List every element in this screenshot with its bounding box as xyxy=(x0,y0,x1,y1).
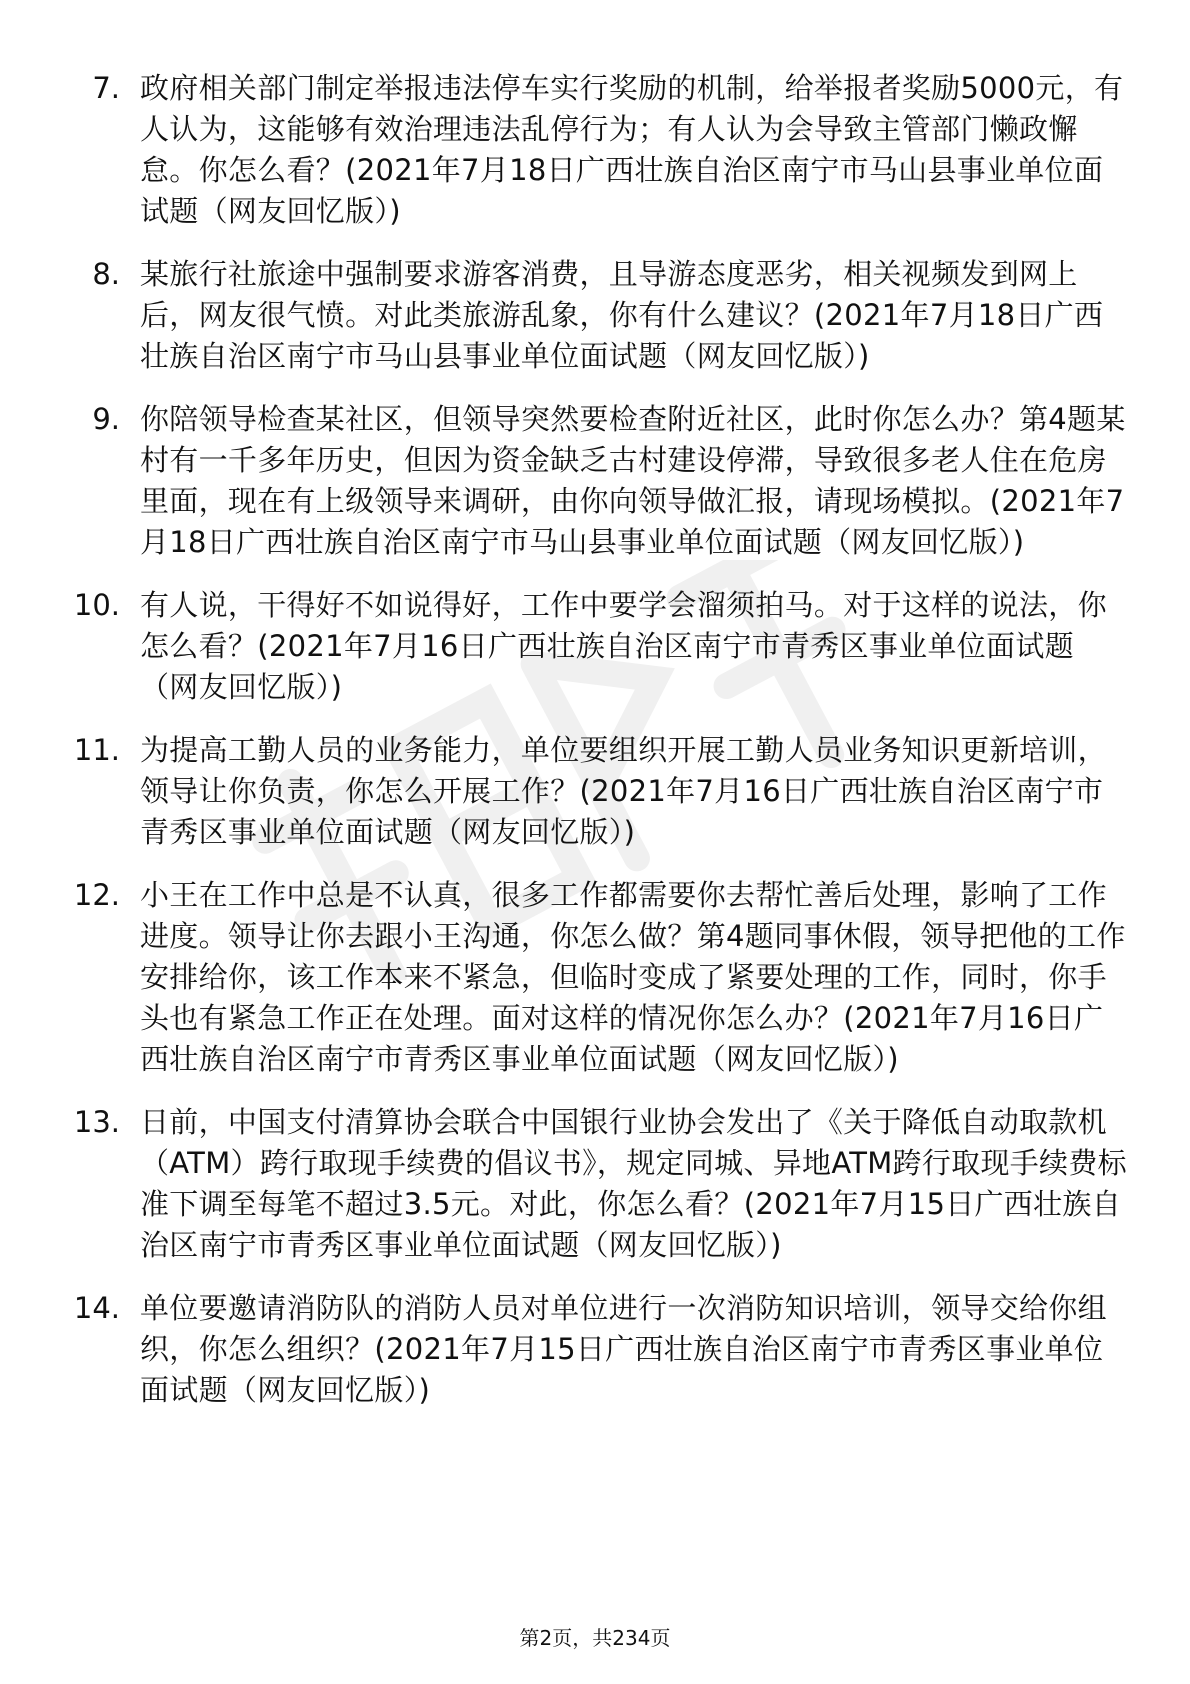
question-item xyxy=(70,254,1130,377)
question-number: 12. xyxy=(73,878,120,912)
question-item xyxy=(70,68,1130,232)
question-number: 9. xyxy=(92,402,120,436)
question-text: 为提高工勤人员的业务能力，单位要组织开展工勤人员业务知识更新培训，领导让你负责，你怎么开展工作？(2021年7月16日广西壮族自治区南宁市青秀区事业单位面试题（网友回忆版）) xyxy=(140,733,1107,849)
question-number: 8. xyxy=(92,257,120,291)
question-item xyxy=(70,399,1130,563)
question-text: 某旅行社旅途中强制要求游客消费，且导游态度恶劣，相关视频发到网上后，网友很气愤。对此类旅游乱象，你有什么建议？(2021年7月18日广西壮族自治区南宁市马山县事业单位面试题（网友回忆版）) xyxy=(140,257,1104,373)
question-text: 日前，中国支付清算协会联合中国银行业协会发出了《关于降低自动取款机（ATM）跨行取现手续费的倡议书》，规定同城、异地ATM跨行取现手续费标准下调至每笔不超过3.5元。对此，你怎么看？(2021年7月15日广西壮族自治区南宁市青秀区事业单位面试题（网友回忆版）) xyxy=(140,1105,1127,1262)
question-list xyxy=(70,68,1130,1433)
question-item xyxy=(70,875,1130,1080)
question-item xyxy=(70,1288,1130,1411)
question-number: 11. xyxy=(73,733,120,767)
question-item xyxy=(70,730,1130,853)
question-text: 政府相关部门制定举报违法停车实行奖励的机制，给举报者奖励5000元，有人认为，这能够有效治理违法乱停行为；有人认为会导致主管部门懒政懈怠。你怎么看？(2021年7月18日广西壮族自治区南宁市马山县事业单位面试题（网友回忆版）) xyxy=(140,71,1124,228)
question-number: 10. xyxy=(73,588,120,622)
question-number: 14. xyxy=(73,1291,120,1325)
question-text: 有人说，干得好不如说得好，工作中要学会溜须拍马。对于这样的说法，你怎么看？(2021年7月16日广西壮族自治区南宁市青秀区事业单位面试题（网友回忆版）) xyxy=(140,588,1107,704)
question-number: 7. xyxy=(92,71,120,105)
question-item xyxy=(70,585,1130,708)
page-footer: 第2页，共234页 xyxy=(519,1626,671,1650)
question-item xyxy=(70,1102,1130,1266)
question-text: 小王在工作中总是不认真，很多工作都需要你去帮忙善后处理，影响了工作进度。领导让你去跟小王沟通，你怎么做？第4题同事休假，领导把他的工作安排给你，该工作本来不紧急，但临时变成了紧要处理的工作，同时，你手头也有紧急工作正在处理。面对这样的情况你怎么办？(2021年7月16日广西壮族自治区南宁市青秀区事业单位面试题（网友回忆版）) xyxy=(140,878,1126,1076)
question-number: 13. xyxy=(73,1105,120,1139)
question-text: 单位要邀请消防队的消防人员对单位进行一次消防知识培训，领导交给你组织，你怎么组织？(2021年7月15日广西壮族自治区南宁市青秀区事业单位面试题（网友回忆版）) xyxy=(140,1291,1107,1407)
question-text: 你陪领导检查某社区，但领导突然要检查附近社区，此时你怎么办？第4题某村有一千多年历史，但因为资金缺乏古村建设停滞，导致很多老人住在危房里面，现在有上级领导来调研，由你向领导做汇报，请现场模拟。(2021年7月18日广西壮族自治区南宁市马山县事业单位面试题（网友回忆版）) xyxy=(140,402,1126,559)
